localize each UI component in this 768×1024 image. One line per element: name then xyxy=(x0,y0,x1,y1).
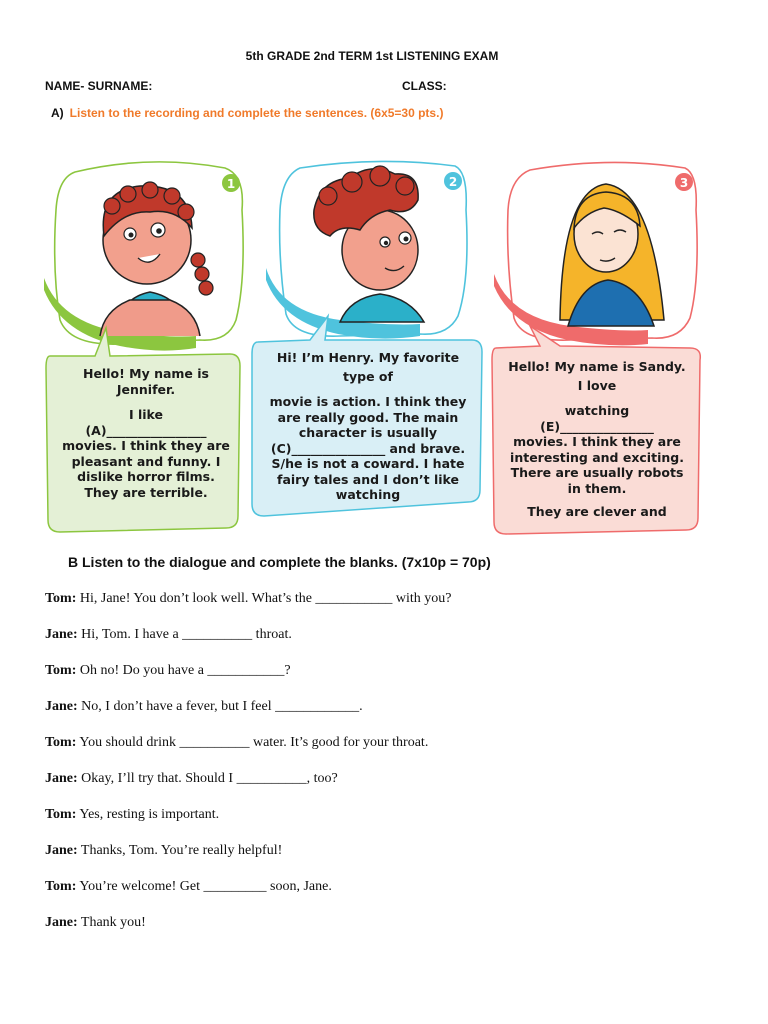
dialogue-line: Jane: Thank you! xyxy=(45,915,146,930)
exam-title: 5th GRADE 2nd TERM 1st LISTENING EXAM xyxy=(245,49,499,63)
jennifer-line-5: movies. I think they are pleasant and funny. I dislike horror films. They are terrible. xyxy=(62,438,230,500)
jennifer-text xyxy=(60,366,232,514)
section-a-heading xyxy=(51,106,443,120)
dialogue-line: Jane: Thanks, Tom. You’re really helpful! xyxy=(45,843,283,858)
henry-line-3: movie is action. I think they are really good. The main character is usually (C)_______________ and brave. S/he is not a coward. I hate fairy tales and I don’t like watching xyxy=(269,394,467,502)
dialogue-line: Jane: Hi, Tom. I have a __________ throat. xyxy=(45,627,292,642)
jennifer-line-2 xyxy=(60,397,232,407)
section-b-instruction: B Listen to the dialogue and complete the blanks. (7x10p = 70p) xyxy=(68,554,491,570)
sandy-text xyxy=(504,357,690,519)
sandy-line-3: watching xyxy=(564,403,630,418)
sandy-line-5: movies. I think they are interesting and exciting. There are usually robots in them. xyxy=(510,434,684,496)
dialogue-line: Jane: Okay, I’ll try that. Should I __________, too? xyxy=(45,771,338,786)
sandy-line-6 xyxy=(504,496,690,504)
dialogue-line: Tom: Oh no! Do you have a ___________? xyxy=(45,663,291,678)
name-surname-label: NAME- SURNAME: xyxy=(45,79,153,93)
jennifer-line-3: I like xyxy=(128,407,164,422)
jennifer-line-4: (A)________________ xyxy=(85,422,207,438)
jennifer-line-1: Hello! My name is Jennifer. xyxy=(82,366,209,397)
dialogue-line: Tom: You’re welcome! Get _________ soon, Jane. xyxy=(45,879,332,894)
badge-1-number: 1 xyxy=(226,177,236,191)
sandy-line-2 xyxy=(504,395,690,403)
henry-line-2 xyxy=(268,386,468,394)
section-a-instruction: Listen to the recording and complete the sentences. (6x5=30 pts.) xyxy=(69,106,444,120)
dialogue-line: Tom: Yes, resting is important. xyxy=(45,807,220,822)
henry-line-1: Hi! I’m Henry. My favorite type of xyxy=(276,350,460,384)
sandy-line-1: Hello! My name is Sandy. I love xyxy=(508,359,686,393)
badge-3-number: 3 xyxy=(679,176,689,190)
dialogue-line: Jane: No, I don’t have a fever, but I feel ____________. xyxy=(45,699,363,714)
section-a-letter: A) xyxy=(51,106,64,120)
dialogue-line: Tom: You should drink __________ water. It’s good for your throat. xyxy=(45,735,429,750)
henry-text xyxy=(268,348,468,506)
sandy-line-7: They are clever and xyxy=(527,504,667,519)
class-label: CLASS: xyxy=(402,79,447,93)
dialogue-line: Tom: Hi, Jane! You don’t look well. What’s the ___________ with you? xyxy=(45,591,452,606)
sandy-line-4: (E)_______________ xyxy=(540,418,654,434)
badge-2-number: 2 xyxy=(448,175,458,189)
